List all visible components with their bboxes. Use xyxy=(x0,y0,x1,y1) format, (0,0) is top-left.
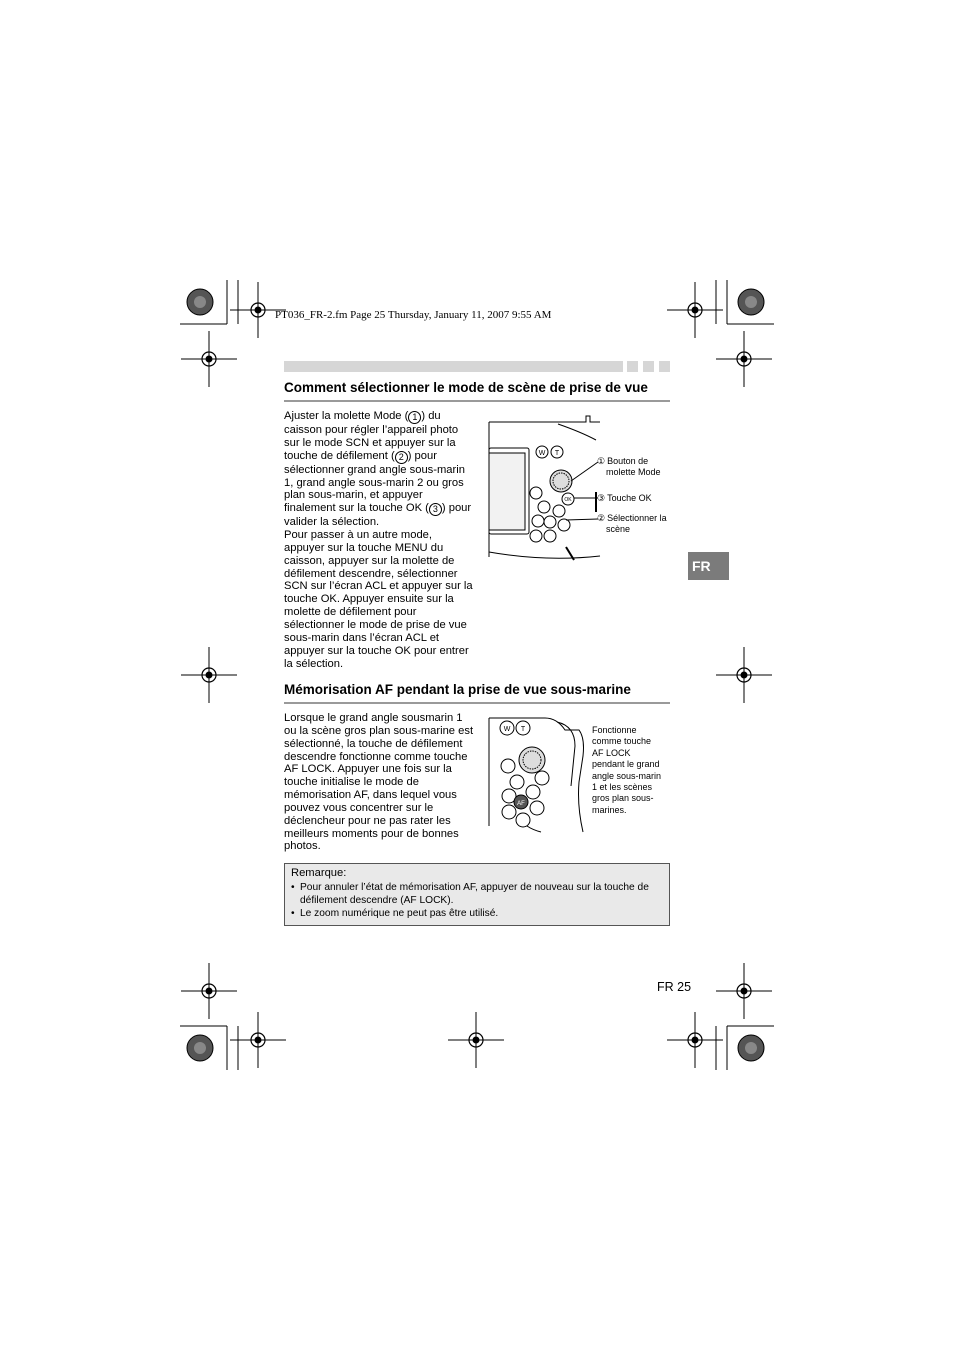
note-list xyxy=(291,881,663,920)
note-item: • Le zoom numérique ne peut pas être utilisé. xyxy=(291,908,499,919)
section2-title: Mémorisation AF pendant la prise de vue sous-marine xyxy=(284,682,631,697)
page-number: FR 25 xyxy=(657,980,692,994)
camera-housing-back-diagram xyxy=(486,412,606,562)
note-box xyxy=(284,863,670,926)
note-item: • Pour annuler l’état de mémorisation AF, appuyer de nouveau sur la touche de défilement descendre (AF LOCK). xyxy=(291,882,649,906)
ok-label: OK xyxy=(564,497,572,503)
language-tab: FR xyxy=(688,552,729,580)
section2-rule xyxy=(284,702,670,704)
section-header-bar xyxy=(284,361,623,372)
print-header: PT036_FR-2.fm Page 25 Thursday, January 11, 2007 9:55 AM xyxy=(275,309,552,321)
section1-body xyxy=(284,410,474,670)
section1-paragraph2: Pour passer à un autre mode, appuyer sur la touche MENU du caisson, appuyer sur la molette de défilement descendre, sélectionner SCN sur l’écran ACL et appuyer sur la touche OK. Appuyer ensuite sur la molette de défilement pour sélectionner le mode de prise de vue sous-marin dans l’écran ACL et appuyer sur la touche OK pour entrer la sélection. xyxy=(284,529,473,670)
header-square xyxy=(643,361,654,372)
note-title: Remarque: xyxy=(291,867,347,879)
header-square xyxy=(659,361,670,372)
circled-number: 3 xyxy=(429,503,442,516)
section1-paragraph1: Ajuster la molette Mode ( 1 ) du caisson pour régler l’appareil photo sur le mode SCN et appuyer sur la touche de défilement ( 2 ) pour sélectionner grand angle sous-marin 1, grand angle sous-marin 2 ou gros plan sous-marin, et appuyer finalement sur la touche OK ( 3 ) pour valider la sélection. xyxy=(284,410,472,529)
zoom-tele-label: T xyxy=(554,450,560,457)
section2-paragraph: Lorsque le grand angle sousmarin 1 ou la scène gros plan sous-marine est sélectionné, la touche de défilement descendre fonctionne comme touche AF LOCK. Appuyer une fois sur la touche initialise le mode de mémorisation AF, dans lequel vous pouvez vous concentrer sur le déclencheur pour ne pas rater les meilleurs moments pour de bonnes photos. xyxy=(284,712,474,853)
callout-mode-dial: ① Bouton de molette Mode xyxy=(597,456,661,478)
section1-title: Comment sélectionner le mode de scène de prise de vue xyxy=(284,380,648,395)
zoom-tele-label: T xyxy=(520,726,526,733)
af-lock-caption: Fonctionne comme touche AF LOCK pendant le grand angle sous-marin 1 et les scènes gros plan sous- marines. xyxy=(592,725,662,815)
section1-rule xyxy=(284,400,670,402)
callout-scene-select: ② Sélectionner la scène xyxy=(597,513,667,535)
callout-ok-button: ③ Touche OK xyxy=(597,493,652,503)
circled-number: 1 xyxy=(408,411,421,424)
zoom-wide-label: W xyxy=(538,450,546,457)
af-label: AF xyxy=(517,801,525,807)
circled-number: 2 xyxy=(395,451,408,464)
zoom-wide-label: W xyxy=(503,726,511,733)
af-lock-button-diagram xyxy=(487,716,587,834)
header-square xyxy=(627,361,638,372)
